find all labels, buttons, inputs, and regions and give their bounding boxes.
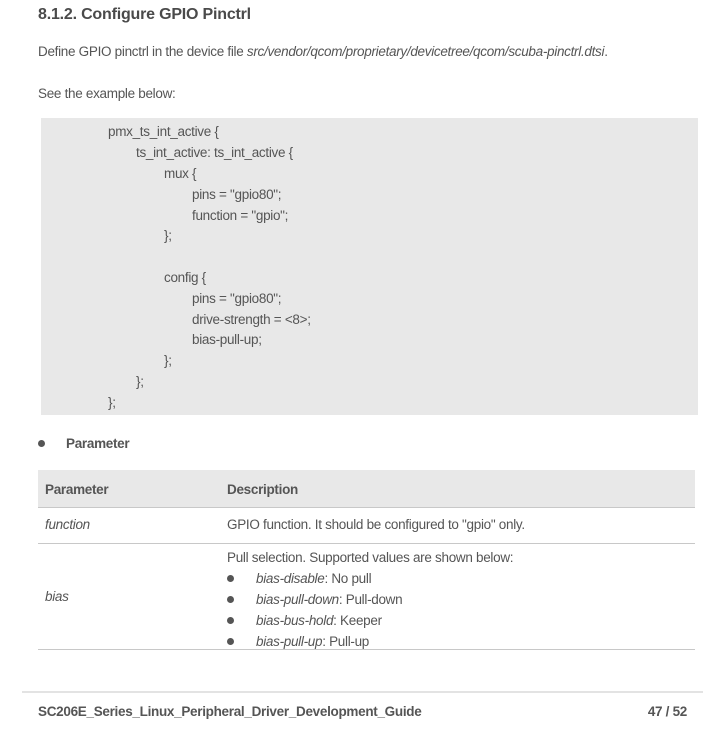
parameter-description: GPIO function. It should be configured to "gpio" only. xyxy=(227,517,525,532)
value-list-item xyxy=(227,589,513,610)
value-meaning: : Pull-down xyxy=(338,592,403,607)
value-name: bias-pull-up xyxy=(256,634,323,649)
code-line: }; xyxy=(108,395,116,410)
footer-document-title: SC206E_Series_Linux_Peripheral_Driver_Development_Guide xyxy=(38,704,422,719)
parameter-bullet xyxy=(38,436,129,451)
header-parameter: Parameter xyxy=(45,482,109,497)
code-line: bias-pull-up; xyxy=(192,332,262,347)
parameter-name: function xyxy=(45,517,90,532)
value-meaning: : Keeper xyxy=(333,613,382,628)
intro-paragraph xyxy=(38,44,608,59)
bullet-icon xyxy=(227,638,234,645)
value-list-item xyxy=(227,610,513,631)
code-line: pins = "gpio80"; xyxy=(192,291,282,306)
example-label: See the example below: xyxy=(38,86,176,101)
bullet-icon xyxy=(227,575,234,582)
footer-divider xyxy=(22,691,703,693)
code-line: }; xyxy=(164,353,172,368)
table-header xyxy=(38,470,695,508)
code-block xyxy=(41,118,698,415)
table-row xyxy=(38,508,695,544)
description-intro: Pull selection. Supported values are shown below: xyxy=(227,550,514,565)
intro-prefix: Define GPIO pinctrl in the device file xyxy=(38,44,247,59)
parameter-description xyxy=(227,547,513,652)
value-name: bias-bus-hold xyxy=(256,613,334,628)
parameter-table xyxy=(38,470,695,650)
value-list-item xyxy=(227,568,513,589)
value-name: bias-pull-down xyxy=(256,592,339,607)
code-line: drive-strength = <8>; xyxy=(192,312,311,327)
code-line: function = "gpio"; xyxy=(192,208,289,223)
value-meaning: : Pull-up xyxy=(322,634,370,649)
value-list-item xyxy=(227,631,513,652)
code-line: }; xyxy=(164,228,172,243)
value-name: bias-disable xyxy=(256,571,325,586)
file-path: src/vendor/qcom/proprietary/devicetree/qcom/scuba-pinctrl.dtsi xyxy=(246,44,605,59)
bullet-icon xyxy=(38,440,45,447)
bullet-icon xyxy=(227,617,234,624)
intro-suffix: . xyxy=(604,44,608,59)
value-meaning: : No pull xyxy=(324,571,372,586)
code-line: mux { xyxy=(164,166,197,181)
section-heading: 8.1.2. Configure GPIO Pinctrl xyxy=(38,6,251,23)
footer-page-number: 47 / 52 xyxy=(647,704,687,719)
code-line: }; xyxy=(136,374,144,389)
table-row xyxy=(38,544,695,650)
parameter-bullet-label: Parameter xyxy=(66,436,130,451)
parameter-name: bias xyxy=(45,589,69,604)
code-line: config { xyxy=(164,270,206,285)
code-line: pins = "gpio80"; xyxy=(192,187,282,202)
bullet-icon xyxy=(227,596,234,603)
code-line: pmx_ts_int_active { xyxy=(108,124,219,139)
code-line: ts_int_active: ts_int_active { xyxy=(136,145,293,160)
header-description: Description xyxy=(227,482,298,497)
